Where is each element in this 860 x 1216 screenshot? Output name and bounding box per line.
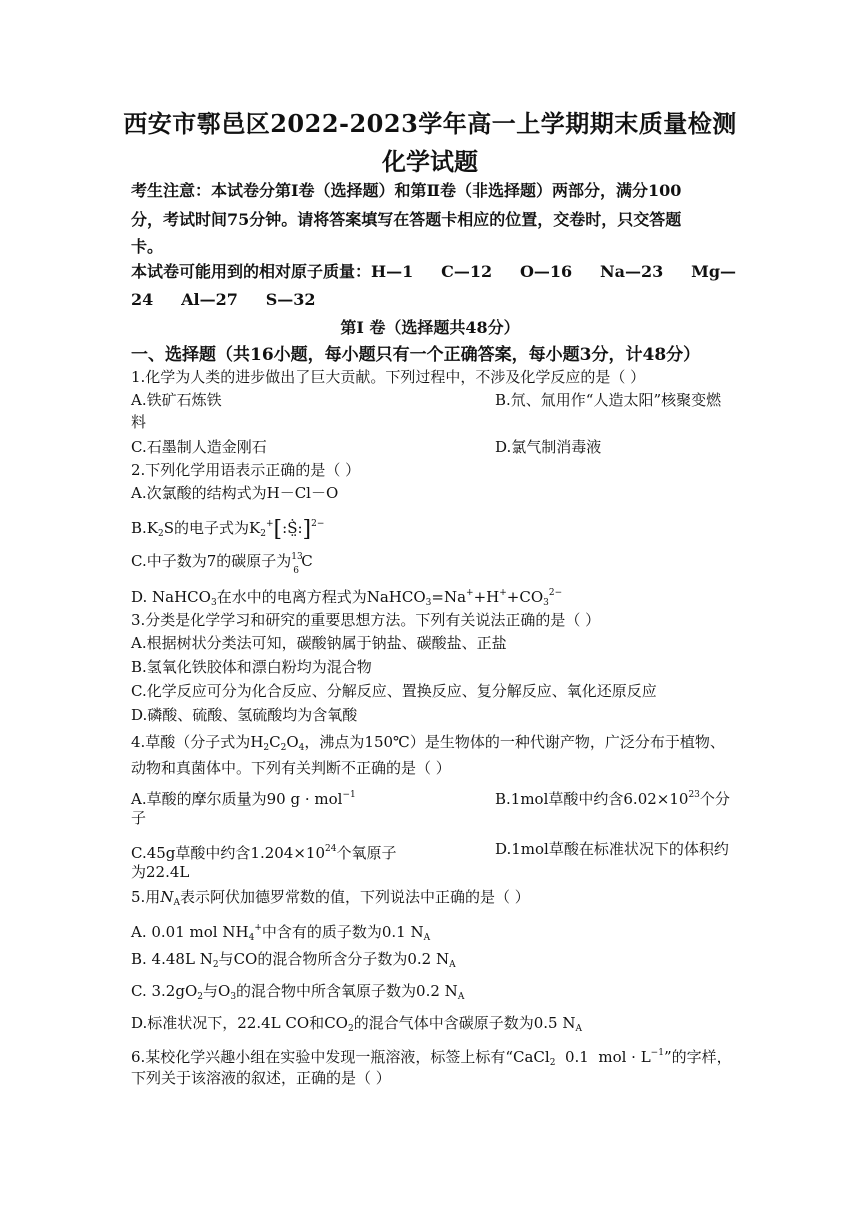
- ionization-equation: $NaHCO_3=Na^++H^++CO_3^{2-}$: [366, 588, 563, 608]
- q5-option-d-mid: 和: [309, 1014, 325, 1032]
- q4-option-b-label: B.1mol草酸中约含: [495, 790, 624, 808]
- q4-option-a-label: A.草酸的摩尔质量为: [131, 790, 267, 808]
- q5-stem-post: 表示阿伏加德罗常数的值，下列说法中正确的是（ ）: [179, 888, 530, 906]
- molar-mass-value: 90 g · mol: [266, 790, 343, 808]
- q5-option-c-post: 的混合物中所含氧原子数为0.2: [236, 982, 440, 1000]
- q2-stem: 2.下列化学用语表示正确的是（ ）: [131, 461, 361, 479]
- q4-option-c: C.45g草酸中约含$1.204\times 10^{24}$个氧原子: [131, 844, 397, 862]
- exam-title: 西安市鄠邑区2022-2023学年高一上学期期末质量检测: [123, 109, 737, 138]
- q3-stem: 3.分类是化学学习和研究的重要思想方法。下列有关说法正确的是（ ）: [131, 611, 601, 629]
- q1-stem: 1.化学为人类的进步做出了巨大贡献。下列过程中，不涉及化学反应的是（ ）: [131, 368, 646, 386]
- carbon-isotope-symbol: 13 6: [291, 552, 303, 576]
- q2-option-d-label: D.: [131, 588, 153, 606]
- q2-option-a-label: A.次氯酸的结构式为: [131, 484, 267, 502]
- q4-option-b-cont: 子: [131, 809, 147, 827]
- q5-option-d: D.标准状况下，22.4L CO和$CO_2$的混合气体中含碳原子数为0.5 $N_A$: [131, 1014, 582, 1034]
- q4-option-d: D.1mol草酸在标准状况下的体积约: [495, 840, 729, 858]
- q1-option-b-cont: 料: [131, 413, 147, 431]
- q6-stem-post: ”的字样，: [663, 1048, 732, 1066]
- q5-option-b-mid: 与: [218, 950, 234, 968]
- q5-option-c: C. $3.2gO_2$与$O_3$的混合物中所含氧原子数为0.2 $N_A$: [131, 982, 465, 1002]
- q5-option-a-pre: A. 0.01 mol: [131, 923, 218, 941]
- q6-stem-line2: 下列关于该溶液的叙述，正确的是（ ）: [131, 1069, 391, 1087]
- q2-option-a: [131, 482, 338, 504]
- hclo-structural-formula: H－Cl－O: [266, 484, 339, 502]
- q5-stem-pre: 5.用: [131, 888, 161, 906]
- q4-option-a: A.草酸的摩尔质量为90 g · mol$^{-1}$: [131, 790, 356, 808]
- avogadro-value: 6.02×10: [623, 790, 689, 808]
- exam-subtitle: 化学试题: [382, 147, 478, 176]
- q5-option-a-post: 中含有的质子数为0.1: [261, 923, 406, 941]
- section1-title: 一、选择题（共16小题，每小题只有一个正确答案，每小题3分，计48分）: [131, 345, 701, 365]
- q2-option-b-text: 的电子式为: [174, 519, 250, 537]
- cacl2-label: CaCl$_2$ 0.1 mol · $L^{-1}$: [512, 1048, 664, 1068]
- q4-stem: [131, 731, 725, 759]
- q3-option-d: D.磷酸、硫酸、氢硫酸均为含氧酸: [131, 706, 358, 724]
- oxalic-acid-formula: $H_2C_2O_4$: [250, 733, 305, 753]
- q1-option-c: C.石墨制人造金刚石: [131, 438, 267, 456]
- k2s-formula: $K_2S$: [146, 519, 175, 539]
- notice-line-3: 卡。: [131, 237, 164, 256]
- q1-option-b: B.氘、氚用作“人造太阳”核聚变燃: [495, 391, 722, 409]
- q2-option-b: [131, 513, 324, 545]
- q2-option-b-label: B.: [131, 519, 147, 537]
- q4-stem-pre: 4.草酸（分子式为: [131, 733, 251, 751]
- q3-option-b: B.氢氧化铁胶体和漂白粉均为混合物: [131, 658, 372, 676]
- q4-option-d-cont: 为22.4L: [131, 863, 190, 881]
- q2-option-d-text: 在水中的电离方程式为: [216, 588, 367, 606]
- q4-option-c-label: C.45g草酸中约含: [131, 844, 251, 862]
- atomic-mass-line-2: 24 Al—27 S—32: [131, 290, 316, 309]
- q5-option-d-pre: D.标准状况下，22.4L: [131, 1014, 286, 1032]
- q1-option-d: D.氯气制消毒液: [495, 438, 602, 456]
- q5-option-d-post: 的混合气体中含碳原子数为0.5: [353, 1014, 558, 1032]
- part1-title: 第Ⅰ 卷（选择题共48分）: [340, 318, 520, 337]
- q4-option-b: B.1mol草酸中约含$6.02\times 10^{23}$个分: [495, 790, 730, 808]
- q5-option-c-mid: 与: [202, 982, 218, 1000]
- q5-option-b-pre: B. 4.48L: [131, 950, 200, 968]
- q4-option-b-post: 个分: [699, 790, 730, 808]
- q5-option-b: B. 4.48L $N_2$与CO的混合物所含分子数为0.2 $N_A$: [131, 950, 456, 970]
- q6-stem-pre: 6.某校化学兴趣小组在实验中发现一瓶溶液，标签上标有“: [131, 1048, 513, 1066]
- q1-option-a: A.铁矿石炼铁: [131, 391, 222, 409]
- q2-option-c: C.中子数为7的碳原子为 13 6 C: [131, 552, 313, 576]
- q2-option-c-label: C.中子数为7的碳原子为: [131, 552, 292, 570]
- atomic-mass-line-1: 本试卷可能用到的相对原子质量：H—1 C—12 O—16 Na—23 Mg—: [131, 262, 737, 281]
- q4-stem-post: ，沸点为150℃）是生物体的一种代谢产物，广泛分布于植物、: [304, 733, 725, 751]
- k2s-electron-formula: $K_2^+[:Ṡ̤̇:]^{2-}$: [249, 517, 325, 542]
- q5-option-b-post: 的混合物所含分子数为0.2: [257, 950, 432, 968]
- q3-option-c: C.化学反应可分为化合反应、分解反应、置换反应、复分解反应、氧化还原反应: [131, 682, 657, 700]
- notice-line-1: 考生注意：本试卷分第Ⅰ卷（选择题）和第Ⅱ卷（非选择题）两部分，满分100: [131, 181, 682, 200]
- nahco3-formula: NaHCO$_3$: [152, 588, 217, 608]
- q5-option-a: A. 0.01 mol $NH_4^+$中含有的质子数为0.1 $N_A$: [131, 923, 431, 943]
- q5-stem: 5.用$N_A$表示阿伏加德罗常数的值，下列说法中正确的是（ ）: [131, 888, 530, 908]
- q3-option-a: A.根据树状分类法可知，碳酸钠属于钠盐、碳酸盐、正盐: [131, 634, 507, 652]
- q4-stem-line2: 动物和真菌体中。下列有关判断不正确的是（ ）: [131, 759, 451, 777]
- q5-option-c-pre: C. 3.2g: [131, 982, 185, 1000]
- notice-line-2: 分，考试时间75分钟。请将答案填写在答题卡相应的位置，交卷时，只交答题: [131, 210, 682, 229]
- oxygen-atom-count: 1.204×10: [250, 844, 326, 862]
- q4-option-c-post: 个氧原子: [336, 844, 397, 862]
